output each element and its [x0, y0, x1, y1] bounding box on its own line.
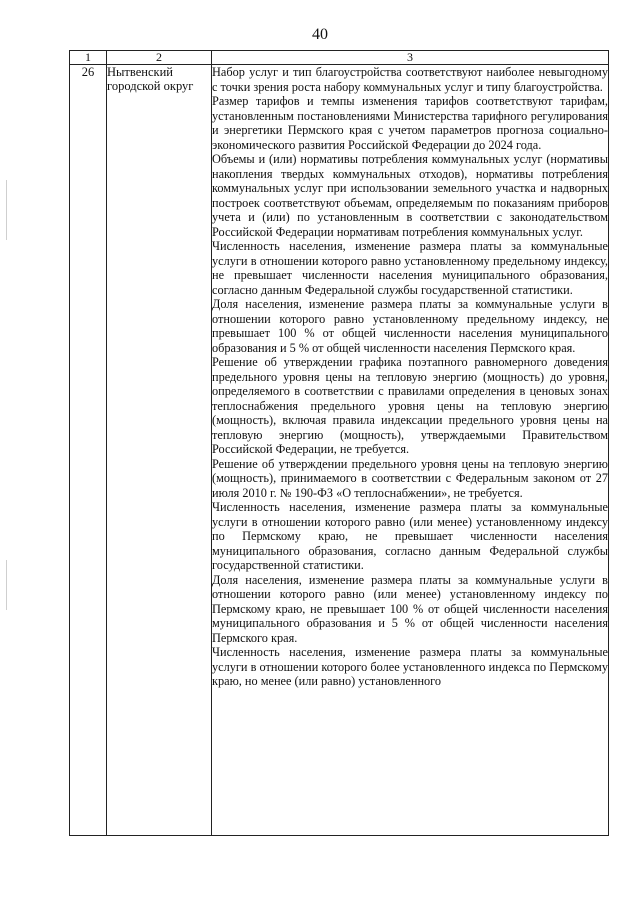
page-number: 40 — [312, 26, 328, 43]
condition-paragraph: Размер тарифов и темпы изменения тарифов соответствуют тарифам, установленным постановлениями Министерства тарифного регулирования и энергетики Пермского края с учетом параметров прогноза социально-экономического развития Российской Федерации до 2024 года. — [212, 94, 608, 152]
table-row — [70, 65, 609, 836]
data-table — [69, 50, 609, 836]
municipality-name: Нытвенский городской округ — [107, 65, 212, 836]
condition-paragraph: Объемы и (или) нормативы потребления коммунальных услуг (нормативы накопления твердых коммунальных отходов), нормативы потребления коммунальных услуг при использовании земельного участка и надворных построек соответствуют объемам, определяемым по показаниям приборов учета и (или) по установленным в соответствии с законодательством Российской Федерации нормативам потребления коммунальных услуг. — [212, 152, 608, 239]
condition-paragraph: Доля населения, изменение размера платы за коммунальные услуги в отношении которого равно установленному предельному индексу, не превышает 100 % от общей численности населения муниципального образования и 5 % от общей численности населения Пермского края. — [212, 297, 608, 355]
column-header-1: 1 — [70, 51, 107, 65]
condition-paragraph: Численность населения, изменение размера платы за коммунальные услуги в отношении которого более установленного индекса по Пермскому краю, но менее (или равно) установленного — [212, 645, 608, 688]
conditions-cell — [212, 65, 609, 836]
condition-paragraph: Решение об утверждении графика поэтапного равномерного доведения предельного уровня цены на тепловую энергию (мощность) до уровня, определяемого в соответствии с правилами определения в ценовых зонах теплоснабжения предельного уровня цены на тепловую энергию (мощность), включая правила индексации предельного уровня цены на тепловую энергию (мощность), утверждаемыми Правительством Российской Федерации, не требуется. — [212, 355, 608, 456]
condition-paragraph: Набор услуг и тип благоустройства соответствуют наиболее невыгодному с точки зрения роста набору коммунальных услуг и типу благоустройства. — [212, 65, 608, 94]
margin-scan-mark — [6, 180, 7, 240]
column-header-3: 3 — [212, 51, 609, 65]
column-header-2: 2 — [107, 51, 212, 65]
condition-paragraph: Решение об утверждении предельного уровня цены на тепловую энергию (мощность), принимаемого в соответствии с Федеральным законом от 27 июля 2010 г. № 190-ФЗ «О теплоснабжении», не требуется. — [212, 456, 608, 500]
table-header-row — [70, 51, 609, 65]
condition-paragraph: Численность населения, изменение размера платы за коммунальные услуги в отношении которого равно (или менее) установленному индексу по Пермскому краю, не превышает численности населения муниципального образования, согласно данным Федеральной службы государственной статистики. — [212, 500, 608, 572]
margin-scan-mark — [6, 560, 7, 610]
condition-paragraph: Численность населения, изменение размера платы за коммунальные услуги в отношении которого равно установленному предельному индексу, не превышает численности населения муниципального образования, согласно данным Федеральной службы государственной статистики. — [212, 239, 608, 297]
row-number: 26 — [70, 65, 107, 836]
condition-paragraph: Доля населения, изменение размера платы за коммунальные услуги в отношении которого равно (или менее) установленному индексу по Пермскому краю, не превышает 100 % от общей численности населения муниципального образования и 5 % от общей численности населения Пермского края. — [212, 572, 608, 645]
